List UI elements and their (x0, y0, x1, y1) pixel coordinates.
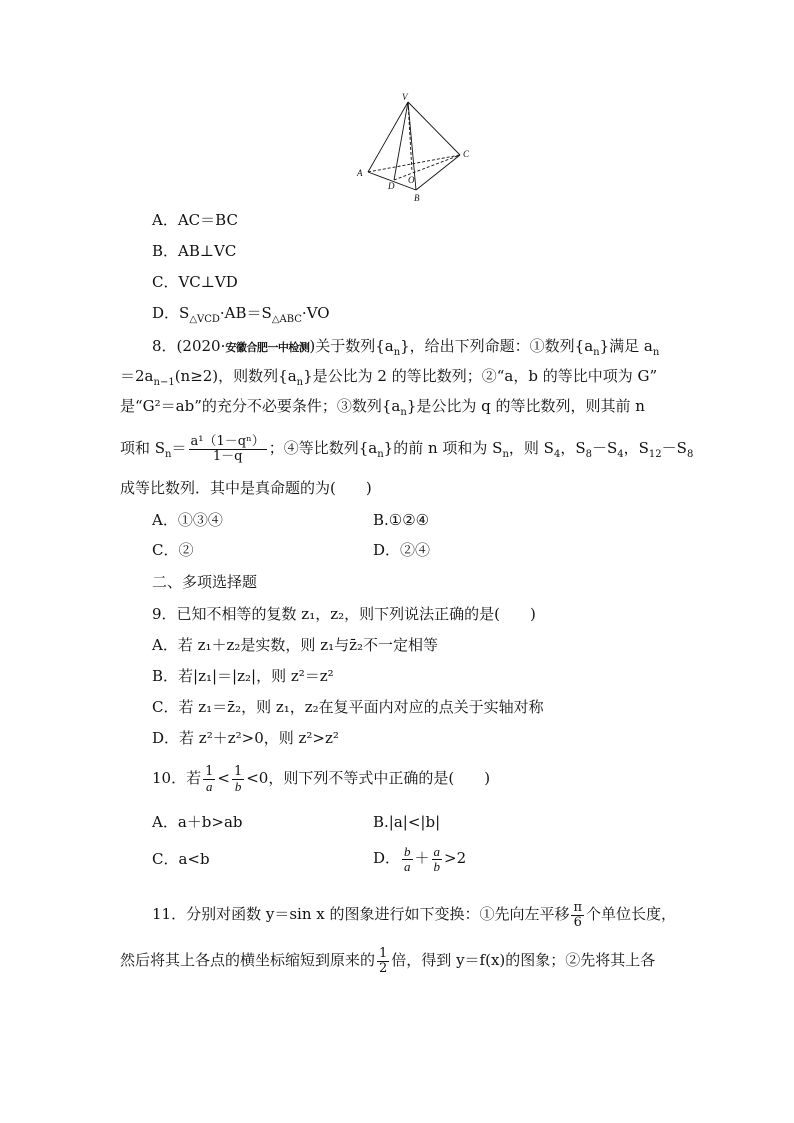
q11-l1-rest: 个单位长度， (586, 905, 677, 923)
q8-source: 安徽合肥一中检测 (225, 341, 310, 354)
q11-pi-den: 6 (573, 914, 582, 930)
q8-l4-eq: ＝ (171, 439, 187, 457)
q8-l2-start: ＝2a (120, 367, 154, 385)
label-D: D (388, 181, 395, 191)
tetrahedron-figure (350, 90, 480, 205)
q8-s8: 8 (585, 449, 592, 460)
q10-lt: < (217, 769, 230, 787)
q10-d-f1-den: a (404, 858, 411, 874)
q10-stem (152, 760, 490, 796)
q11-half-frac (377, 947, 389, 976)
q10-option-b: B.|a|<|b| (373, 813, 441, 831)
q8-l1-tail2: }满足 a (599, 337, 653, 355)
label-C: C (463, 149, 470, 159)
q8-number: 8．(2020· (152, 337, 226, 355)
q7-d-prefix: D．S (152, 304, 190, 322)
q7-option-b: B．AB⊥VC (152, 242, 237, 260)
q8-frac-den: 1－q (212, 448, 243, 464)
q8-l2-tail: }是公比为 2 的等比数列；②“a，b 的等比中项为 G” (303, 367, 658, 385)
label-O: O (408, 175, 415, 185)
q10-d-rest: >2 (444, 849, 467, 867)
q10-d-plus: ＋ (414, 849, 430, 867)
q10-f2-den: b (234, 778, 242, 794)
q10-option-d (373, 840, 466, 876)
q8-sum-fraction (189, 435, 267, 464)
q8-option-d: D．②④ (373, 541, 431, 559)
q8-l4-mid: ；④等比数列{a (268, 439, 378, 457)
q10-prefix: 10．若 (152, 769, 202, 787)
q8-l4-tail2: ，则 S (508, 439, 554, 457)
q9-stem: 9．已知不相等的复数 z₁，z₂，则下列说法正确的是( ) (152, 605, 536, 623)
q9-option-c: C．若 z₁＝z̄₂，则 z₁，z₂在复平面内对应的点关于实轴对称 (152, 698, 544, 716)
q8-line-4: 项和 $S_n=$ $\frac{\text{a¹（1－qⁿ）}}{1-q}$ ；④等比数列$\{a_n\}$的前 n 项和为 $S_n$，则 $S_4$，$S_8-S_4$，$S_{12}-S_8$ (120, 433, 694, 464)
q8-s8b: 8 (686, 449, 694, 460)
q11-line-1 (152, 896, 676, 932)
q11-half-num: 1 (379, 945, 388, 961)
q11-l2-prefix: 然后将其上各点的横坐标缩短到原来的 (120, 951, 376, 969)
q8-s4: 4 (553, 449, 561, 460)
label-A: A (357, 168, 363, 178)
q8-line-3: 是“G²＝ab”的充分不必要条件；③数列$\{a_n\}$是公比为 q 的等比数列，则其前 n (120, 397, 645, 418)
label-V: V (402, 92, 408, 102)
q8-option-c: C．② (152, 541, 194, 559)
q10-d-f1-num: b (404, 843, 411, 859)
q8-l4-minus: －S (591, 439, 618, 457)
q8-l3-start: 是“G²＝ab”的充分不必要条件；③数列{a (120, 397, 401, 415)
q8-l3-tail: }是公比为 q 的等比数列，则其前 n (406, 397, 645, 415)
q8-line-5: 成等比数列．其中是真命题的为( ) (120, 479, 372, 497)
q8-l2-rest: (n≥2)，则数列{a (174, 367, 297, 385)
q10-d-frac-1 (402, 845, 413, 874)
q8-line-2: $=2a_{n-1}(n\ge 2)$，则数列$\{a_n\}$是公比为 2 的等比数列；②“a，b 的等比中项为 G” (120, 367, 658, 388)
edge-DC (394, 155, 460, 180)
q11-half-den: 2 (379, 960, 388, 976)
q7-option-d (152, 303, 330, 330)
section-heading-multiple-choice: 二、多项选择题 (152, 573, 258, 591)
q10-f1-den: a (205, 778, 213, 794)
q8-option-b: B.①②④ (373, 511, 430, 529)
edge-BC (416, 155, 460, 190)
q8-l4-tail: }的前 n 项和为 S (383, 439, 503, 457)
q8-l1-tail: }，给出下列命题：①数列{a (400, 337, 594, 355)
label-B: B (414, 193, 420, 203)
q9-option-b: B．若|z₁|＝|z₂|，则 z²＝z² (152, 667, 334, 685)
q7-d-sub1: △VCD (189, 314, 220, 325)
q10-d-f2-num: a (433, 843, 441, 859)
q8-l4-prefix: 项和 S (120, 439, 166, 457)
q10-d-prefix: D． (373, 849, 401, 867)
q7-d-sub2: △ABC (271, 314, 302, 325)
q8-l1-rest: )关于数列{a (309, 337, 394, 355)
q7-d-end: ·VO (301, 304, 330, 322)
q11-l2-rest: 倍，得到 y＝f(x)的图象；②先将其上各 (391, 951, 656, 969)
q8-frac-num: a¹（1－qⁿ） (190, 433, 265, 449)
q8-option-a: A．①③④ (152, 511, 223, 529)
q10-d-frac-2 (432, 845, 443, 874)
q9-option-d: D．若 z²＋z²>0，则 z²>z² (152, 729, 339, 747)
q11-pi-num: π (573, 899, 583, 915)
q7-option-c: C．VC⊥VD (152, 273, 238, 291)
q10-option-a: A．a＋b>ab (152, 813, 243, 831)
q8-l2-sub: n−1 (153, 377, 175, 388)
q10-frac-1 (203, 765, 215, 794)
q10-option-c: C．a<b (152, 850, 210, 868)
q11-l1-prefix: 11．分别对函数 y＝sin x 的图象进行如下变换：①先向左平移 (152, 905, 570, 923)
q7-d-mid: ·AB＝S (219, 304, 272, 322)
q8-l4-s8a: ，S (560, 439, 586, 457)
q10-d-f2-den: b (433, 858, 441, 874)
q10-rest: <0，则下列不等式中正确的是( ) (246, 769, 491, 787)
edge-VC (408, 102, 460, 155)
q8-s4b: 4 (617, 449, 624, 460)
q10-f2-num: 1 (233, 763, 243, 779)
q8-l4-comma: ，S (623, 439, 649, 457)
q11-pi-frac (571, 901, 584, 930)
q9-option-a: A．若 z₁＋z₂是实数，则 z₁与z̄₂不一定相等 (152, 636, 439, 654)
q7-option-a: A．AC＝BC (152, 211, 238, 229)
q8-line-1: 8．(2020·安徽合肥一中检测)关于数列$\{a_n\}$，给出下列命题：①数列$\{a_n\}$满足 $a_n$ (152, 337, 660, 358)
q10-frac-2 (232, 765, 244, 794)
q10-f1-num: 1 (205, 763, 214, 779)
q8-l4-minus2: －S (661, 439, 687, 457)
q11-line-2 (120, 942, 655, 978)
q8-s12: 12 (648, 449, 662, 460)
